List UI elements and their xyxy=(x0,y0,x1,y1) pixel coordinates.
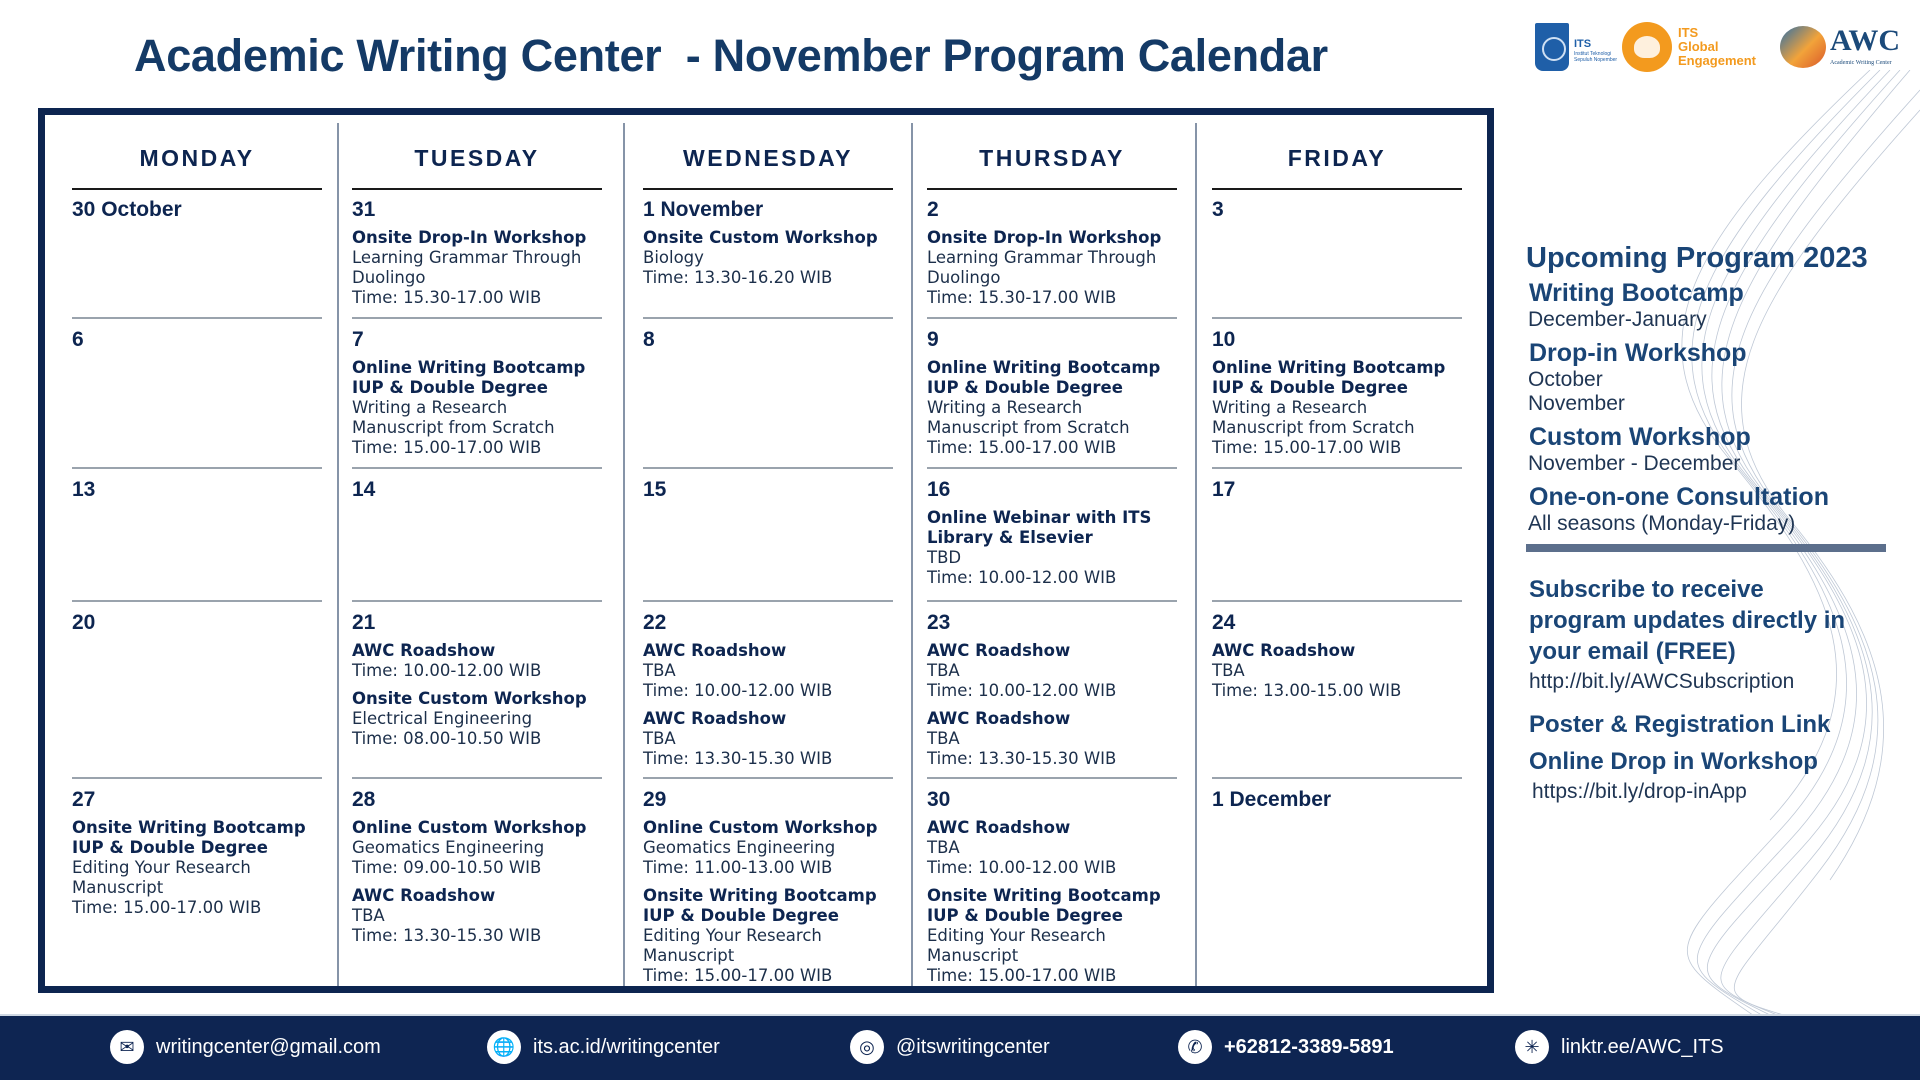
calendar-event xyxy=(643,886,905,986)
event-detail: Writing a Research xyxy=(927,398,1083,417)
header-rule xyxy=(352,188,602,190)
upcoming-program-heading: Upcoming Program 2023 xyxy=(1526,242,1868,274)
event-detail: Time: 13.30-15.30 WIB xyxy=(927,749,1117,768)
globe-icon: 🌐 xyxy=(487,1030,521,1064)
calendar-cell xyxy=(643,327,905,358)
row-rule xyxy=(927,467,1177,469)
subscribe-line: Subscribe to receive xyxy=(1529,576,1764,603)
footer-phone[interactable] xyxy=(1178,1030,1394,1064)
row-rule xyxy=(72,600,322,602)
date-label: 31 xyxy=(352,198,376,221)
calendar-cell xyxy=(927,787,1189,994)
program-schedule-line: All seasons (Monday-Friday) xyxy=(1528,512,1796,535)
event-detail: TBA xyxy=(643,661,676,680)
calendar-event xyxy=(927,641,1189,701)
program-list xyxy=(1526,278,1916,536)
row-rule xyxy=(1212,317,1462,319)
program-schedule-line: November xyxy=(1528,392,1625,415)
event-detail: Learning Grammar Through xyxy=(927,248,1157,267)
event-detail: Biology xyxy=(643,248,704,267)
date-label: 27 xyxy=(72,788,96,811)
calendar-cell xyxy=(72,327,334,358)
footer-contact-bar xyxy=(0,1014,1920,1080)
row-rule xyxy=(643,777,893,779)
event-detail: Time: 15.00-17.00 WIB xyxy=(643,966,833,985)
calendar-event xyxy=(1212,641,1474,701)
calendar-event xyxy=(927,508,1189,588)
event-title: Onsite Writing Bootcamp IUP & Double Degree xyxy=(927,886,1161,925)
row-rule xyxy=(72,317,322,319)
row-rule xyxy=(72,777,322,779)
event-title: AWC Roadshow xyxy=(352,886,496,905)
date-label: 8 xyxy=(643,328,655,351)
date-label: 28 xyxy=(352,788,376,811)
event-title: AWC Roadshow xyxy=(643,709,787,728)
linktree-icon: ✳ xyxy=(1515,1030,1549,1064)
calendar-cell xyxy=(72,197,334,228)
subscribe-line: program updates directly in xyxy=(1529,607,1846,634)
calendar-event xyxy=(927,818,1189,878)
program-title: One-on-one Consultation xyxy=(1529,483,1829,511)
event-title: AWC Roadshow xyxy=(643,641,787,660)
program-schedule xyxy=(1528,512,1916,536)
date-label: 13 xyxy=(72,478,96,501)
row-rule xyxy=(643,317,893,319)
date-label: 30 October xyxy=(72,198,182,221)
date-label: 9 xyxy=(927,328,939,351)
calendar-cell xyxy=(72,610,334,641)
calendar-event xyxy=(643,641,905,701)
calendar-cell xyxy=(927,197,1189,316)
calendar-cell xyxy=(1212,327,1474,466)
column-divider xyxy=(337,123,339,986)
event-detail: Editing Your Research xyxy=(927,926,1106,945)
subscription-link[interactable]: http://bit.ly/AWCSubscription xyxy=(1529,670,1795,693)
calendar-cell xyxy=(352,197,614,316)
calendar-event xyxy=(643,228,905,288)
calendar-cell xyxy=(72,787,334,926)
poster-registration-title: Poster & Registration Link xyxy=(1529,711,1831,738)
row-rule xyxy=(72,467,322,469)
event-detail: Editing Your Research xyxy=(72,858,251,877)
footer-linktree[interactable] xyxy=(1515,1030,1724,1064)
event-title: AWC Roadshow xyxy=(352,641,496,660)
event-detail: TBA xyxy=(927,729,960,748)
event-detail: Time: 13.30-15.30 WIB xyxy=(352,926,542,945)
calendar-event xyxy=(352,228,614,308)
event-title: AWC Roadshow xyxy=(927,818,1071,837)
event-detail: Geomatics Engineering xyxy=(643,838,836,857)
event-detail: Editing Your Research xyxy=(643,926,822,945)
calendar-grid xyxy=(38,108,1494,993)
program-title: Writing Bootcamp xyxy=(1529,279,1744,307)
event-detail: Time: 10.00-12.00 WIB xyxy=(927,681,1117,700)
date-label: 24 xyxy=(1212,611,1236,634)
email-text: writingcenter@gmail.com xyxy=(156,1035,381,1058)
date-label: 21 xyxy=(352,611,376,634)
event-detail: TBA xyxy=(927,838,960,857)
event-title: AWC Roadshow xyxy=(927,709,1071,728)
row-rule xyxy=(927,317,1177,319)
drop-in-registration-link[interactable]: https://bit.ly/drop-inApp xyxy=(1532,780,1747,803)
event-title: Onsite Custom Workshop xyxy=(352,689,587,708)
event-detail: Time: 13.30-16.20 WIB xyxy=(643,268,833,287)
row-rule xyxy=(1212,467,1462,469)
calendar-event xyxy=(927,886,1189,986)
calendar-event xyxy=(1212,358,1474,458)
event-title: AWC Roadshow xyxy=(1212,641,1356,660)
event-detail: Time: 08.00-10.50 WIB xyxy=(352,729,542,748)
calendar-cell xyxy=(1212,477,1474,508)
date-label: 1 November xyxy=(643,198,764,221)
date-label: 15 xyxy=(643,478,667,501)
event-detail: Manuscript xyxy=(927,946,1019,965)
event-title: Onsite Writing Bootcamp IUP & Double Degree xyxy=(643,886,877,925)
event-detail: Time: 15.00-17.00 WIB xyxy=(352,438,542,457)
calendar-event xyxy=(352,886,614,946)
calendar-cell xyxy=(352,477,614,508)
calendar-event xyxy=(352,641,614,681)
calendar-event xyxy=(927,228,1189,308)
event-detail: Time: 11.00-13.00 WIB xyxy=(643,858,833,877)
event-detail: Time: 10.00-12.00 WIB xyxy=(927,568,1117,587)
date-label: 22 xyxy=(643,611,667,634)
calendar-cell xyxy=(643,197,905,296)
sidebar-divider xyxy=(1526,544,1886,552)
date-label: 20 xyxy=(72,611,96,634)
calendar-cell xyxy=(352,327,614,466)
row-rule xyxy=(1212,600,1462,602)
calendar-cell xyxy=(1212,610,1474,709)
date-label: 10 xyxy=(1212,328,1236,351)
date-label: 7 xyxy=(352,328,364,351)
date-label: 23 xyxy=(927,611,951,634)
header-rule xyxy=(1212,188,1462,190)
calendar-event xyxy=(352,818,614,878)
its-logo-icon xyxy=(1535,23,1569,71)
calendar-event xyxy=(643,818,905,878)
ge-line3: Engagement xyxy=(1678,53,1757,68)
event-title: Onsite Custom Workshop xyxy=(643,228,878,247)
sidebar xyxy=(1526,240,1916,819)
event-detail: Time: 15.00-17.00 WIB xyxy=(927,966,1117,985)
calendar-cell xyxy=(1212,197,1474,228)
event-detail: Writing a Research xyxy=(352,398,508,417)
phone-icon: ✆ xyxy=(1178,1030,1212,1064)
email-icon: ✉ xyxy=(110,1030,144,1064)
event-detail: Time: 13.00-15.00 WIB xyxy=(1212,681,1402,700)
row-rule xyxy=(1212,777,1462,779)
date-label: 1 December xyxy=(1212,788,1332,811)
event-title: AWC Roadshow xyxy=(927,641,1071,660)
ge-line2: Global xyxy=(1678,39,1719,54)
footer-email[interactable] xyxy=(110,1030,381,1064)
calendar-event xyxy=(72,818,334,918)
row-rule xyxy=(352,777,602,779)
event-title: Online Writing Bootcamp IUP & Double Degree xyxy=(352,358,586,397)
linktree-text: linktr.ee/AWC_ITS xyxy=(1561,1035,1724,1058)
online-drop-in-title: Online Drop in Workshop xyxy=(1529,748,1818,775)
awc-logo-subtext: Academic Writing Center xyxy=(1830,60,1892,66)
instagram-text: @itswritingcenter xyxy=(896,1035,1050,1058)
event-title: Online Custom Workshop xyxy=(352,818,587,837)
program-schedule-line: December-January xyxy=(1528,308,1707,331)
column-divider xyxy=(1195,123,1197,986)
header-rule xyxy=(643,188,893,190)
row-rule xyxy=(352,467,602,469)
row-rule xyxy=(927,777,1177,779)
event-detail: Duolingo xyxy=(927,268,1001,287)
event-detail: Electrical Engineering xyxy=(352,709,533,728)
calendar-event xyxy=(352,689,614,749)
event-detail: Time: 15.30-17.00 WIB xyxy=(927,288,1117,307)
phone-text: +62812-3389-5891 xyxy=(1224,1035,1394,1058)
header-rule xyxy=(72,188,322,190)
event-detail: TBD xyxy=(927,548,962,567)
column-friday xyxy=(1212,115,1462,986)
event-title: Onsite Writing Bootcamp IUP & Double Degree xyxy=(72,818,306,857)
day-header-thursday: THURSDAY xyxy=(979,145,1125,171)
date-label: 2 xyxy=(927,198,939,221)
event-title: Online Custom Workshop xyxy=(643,818,878,837)
calendar-cell xyxy=(352,787,614,954)
global-engagement-logo-icon xyxy=(1622,22,1672,72)
event-detail: Time: 10.00-12.00 WIB xyxy=(643,681,833,700)
calendar-cell xyxy=(72,477,334,508)
event-detail: TBA xyxy=(927,661,960,680)
date-label: 6 xyxy=(72,328,84,351)
calendar-event xyxy=(927,358,1189,458)
event-detail: Manuscript from Scratch xyxy=(927,418,1130,437)
instagram-icon: ◎ xyxy=(850,1030,884,1064)
header-rule xyxy=(927,188,1177,190)
event-detail: Manuscript from Scratch xyxy=(1212,418,1415,437)
ge-line1: ITS xyxy=(1678,25,1699,40)
event-title: Online Writing Bootcamp IUP & Double Degree xyxy=(1212,358,1446,397)
footer-instagram[interactable] xyxy=(850,1030,1050,1064)
calendar-cell xyxy=(927,477,1189,596)
event-detail: TBA xyxy=(352,906,385,925)
event-detail: Time: 10.00-12.00 WIB xyxy=(352,661,542,680)
calendar-cell xyxy=(643,610,905,777)
event-detail: Writing a Research xyxy=(1212,398,1368,417)
event-detail: Time: 10.00-12.00 WIB xyxy=(927,858,1117,877)
event-detail: Manuscript xyxy=(643,946,735,965)
subscribe-line: your email (FREE) xyxy=(1529,638,1736,665)
program-schedule xyxy=(1528,368,1916,416)
subscribe-section xyxy=(1526,574,1916,697)
program-schedule-line: November - December xyxy=(1528,452,1741,475)
date-label: 3 xyxy=(1212,198,1224,221)
row-rule xyxy=(643,467,893,469)
date-label: 30 xyxy=(927,788,951,811)
calendar-cell xyxy=(927,327,1189,466)
day-header-wednesday: WEDNESDAY xyxy=(683,145,853,171)
calendar-cell xyxy=(352,610,614,757)
event-detail: TBA xyxy=(643,729,676,748)
event-title: Online Writing Bootcamp IUP & Double Degree xyxy=(927,358,1161,397)
event-detail: Manuscript xyxy=(72,878,164,897)
partner-logos xyxy=(1530,18,1910,78)
poster-section xyxy=(1526,709,1916,807)
day-header-tuesday: TUESDAY xyxy=(414,145,540,171)
event-detail: Time: 09.00-10.50 WIB xyxy=(352,858,542,877)
event-detail: Time: 15.00-17.00 WIB xyxy=(1212,438,1402,457)
program-title: Drop-in Workshop xyxy=(1529,339,1747,367)
event-detail: Time: 15.00-17.00 WIB xyxy=(72,898,262,917)
page-title: Academic Writing Center - November Program Calendar xyxy=(134,30,1328,81)
event-detail: Geomatics Engineering xyxy=(352,838,545,857)
program-schedule xyxy=(1528,452,1916,476)
row-rule xyxy=(352,600,602,602)
row-rule xyxy=(352,317,602,319)
date-label: 16 xyxy=(927,478,951,501)
program-schedule-line: October xyxy=(1528,368,1603,391)
program-schedule xyxy=(1528,308,1916,332)
calendar-cell xyxy=(927,610,1189,777)
event-detail: TBA xyxy=(1212,661,1245,680)
date-label: 14 xyxy=(352,478,376,501)
date-label: 17 xyxy=(1212,478,1236,501)
event-detail: Time: 15.00-17.00 WIB xyxy=(927,438,1117,457)
footer-website[interactable] xyxy=(487,1030,720,1064)
calendar-event xyxy=(927,709,1189,769)
calendar-cell xyxy=(1212,787,1474,818)
global-engagement-logo-text xyxy=(1678,26,1756,68)
website-text: its.ac.id/writingcenter xyxy=(533,1035,720,1058)
program-title: Custom Workshop xyxy=(1529,423,1751,451)
event-title: Onsite Drop-In Workshop xyxy=(927,228,1162,247)
event-title: Onsite Drop-In Workshop xyxy=(352,228,587,247)
day-header-monday: MONDAY xyxy=(139,145,255,171)
date-label: 29 xyxy=(643,788,667,811)
its-logo-text: ITS xyxy=(1574,38,1592,50)
row-rule xyxy=(643,600,893,602)
calendar-event xyxy=(643,709,905,769)
event-detail: Time: 13.30-15.30 WIB xyxy=(643,749,833,768)
column-divider xyxy=(623,123,625,986)
calendar-event xyxy=(352,358,614,458)
column-divider xyxy=(911,123,913,986)
event-detail: Learning Grammar Through xyxy=(352,248,582,267)
event-detail: Duolingo xyxy=(352,268,426,287)
calendar-cell xyxy=(643,477,905,508)
event-title: Online Webinar with ITS Library & Elsevier xyxy=(927,508,1152,547)
calendar-cell xyxy=(643,787,905,994)
awc-logo-text: AWC xyxy=(1830,24,1901,57)
awc-logo-icon xyxy=(1780,26,1826,68)
day-header-friday: FRIDAY xyxy=(1287,145,1387,171)
event-detail: Time: 15.30-17.00 WIB xyxy=(352,288,542,307)
its-logo-subtext: Institut Teknologi Sepuluh Nopember xyxy=(1574,51,1618,63)
event-detail: Manuscript from Scratch xyxy=(352,418,555,437)
row-rule xyxy=(927,600,1177,602)
